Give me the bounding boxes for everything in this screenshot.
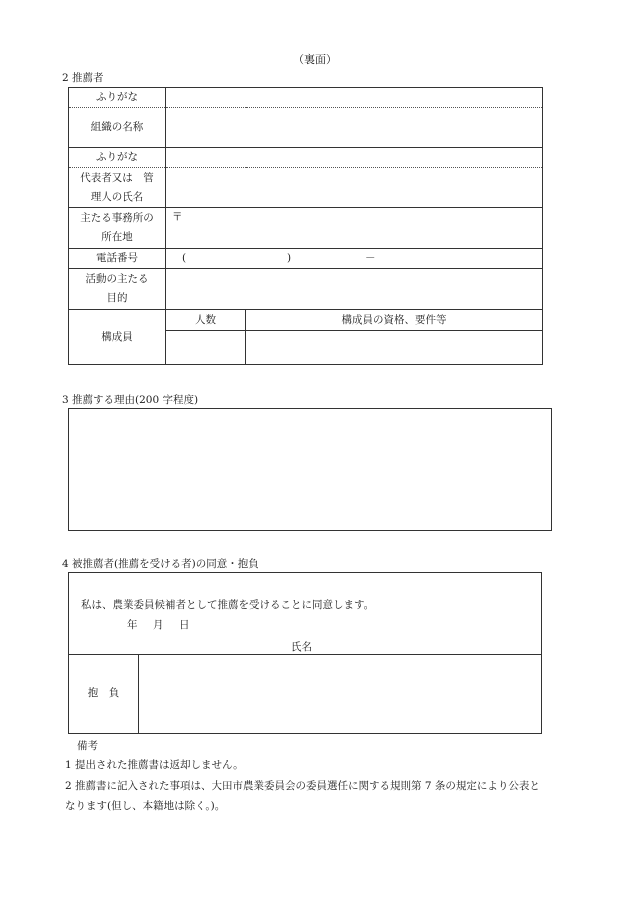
note-item-1: 1 提出された推薦書は返却しません。	[65, 759, 244, 771]
activity-purpose-label-line2: 目的	[106, 292, 128, 304]
postal-mark: 〒	[172, 211, 183, 223]
consent-box	[68, 572, 542, 734]
phone-close-paren: )	[287, 252, 292, 264]
recommender-table	[68, 87, 543, 365]
note-item-2-line2: なります(但し、本籍地は除く。)。	[65, 800, 226, 812]
members-count-field[interactable]	[166, 331, 246, 365]
org-name-label: 組織の名称	[69, 108, 166, 148]
office-address-label	[69, 208, 166, 249]
office-address-label-line2: 所在地	[101, 231, 133, 243]
consent-statement: 私は、農業委員候補者として推薦を受けることに同意します。	[81, 599, 375, 611]
office-address-label-line1: 主たる事務所の	[80, 212, 154, 224]
phone-open-paren: (	[182, 252, 187, 264]
section3-heading: 3 推薦する理由(200 字程度)	[62, 394, 199, 406]
furigana-label-2: ふりがな	[69, 148, 166, 168]
members-count-header: 人数	[166, 310, 246, 331]
activity-purpose-label-line1: 活動の主たる	[85, 273, 149, 285]
org-name-field[interactable]	[166, 108, 543, 148]
representative-label-line1: 代表者又は 管	[80, 171, 154, 184]
phone-dash: －	[365, 252, 376, 264]
note-item-2-line1: 2 推薦書に記入された事項は、大田市農業委員会の委員選任に関する規則第 7 条の規定により公表と	[65, 780, 540, 792]
members-label: 構成員	[69, 310, 166, 365]
phone-label: 電話番号	[69, 249, 166, 269]
date-year-label: 年	[127, 619, 138, 631]
org-furigana-field[interactable]	[166, 88, 543, 108]
members-qualification-field[interactable]	[246, 331, 543, 365]
name-label: 氏名	[291, 641, 312, 653]
activity-purpose-field[interactable]	[166, 269, 543, 310]
aspiration-label: 抱 負	[87, 687, 120, 699]
activity-purpose-label	[69, 269, 166, 310]
representative-label	[69, 168, 166, 208]
page-title: （裏面）	[293, 53, 337, 66]
reason-field[interactable]	[68, 408, 552, 531]
date-month-label: 月	[153, 619, 164, 631]
section4-heading: 4 被推薦者(推薦を受ける者)の同意・抱負	[62, 558, 259, 570]
representative-name-field[interactable]	[166, 168, 543, 208]
furigana-label-1: ふりがな	[69, 88, 166, 108]
date-day-label: 日	[179, 619, 190, 631]
aspiration-field[interactable]	[139, 655, 541, 733]
notes-heading: 備考	[77, 740, 98, 752]
office-address-field[interactable]	[166, 208, 543, 249]
representative-label-line2: 理人の氏名	[90, 190, 144, 203]
section2-heading: 2 推薦者	[62, 72, 104, 84]
phone-field[interactable]	[166, 249, 543, 269]
rep-furigana-field[interactable]	[166, 148, 543, 168]
members-qualification-header: 構成員の資格、要件等	[246, 310, 543, 331]
